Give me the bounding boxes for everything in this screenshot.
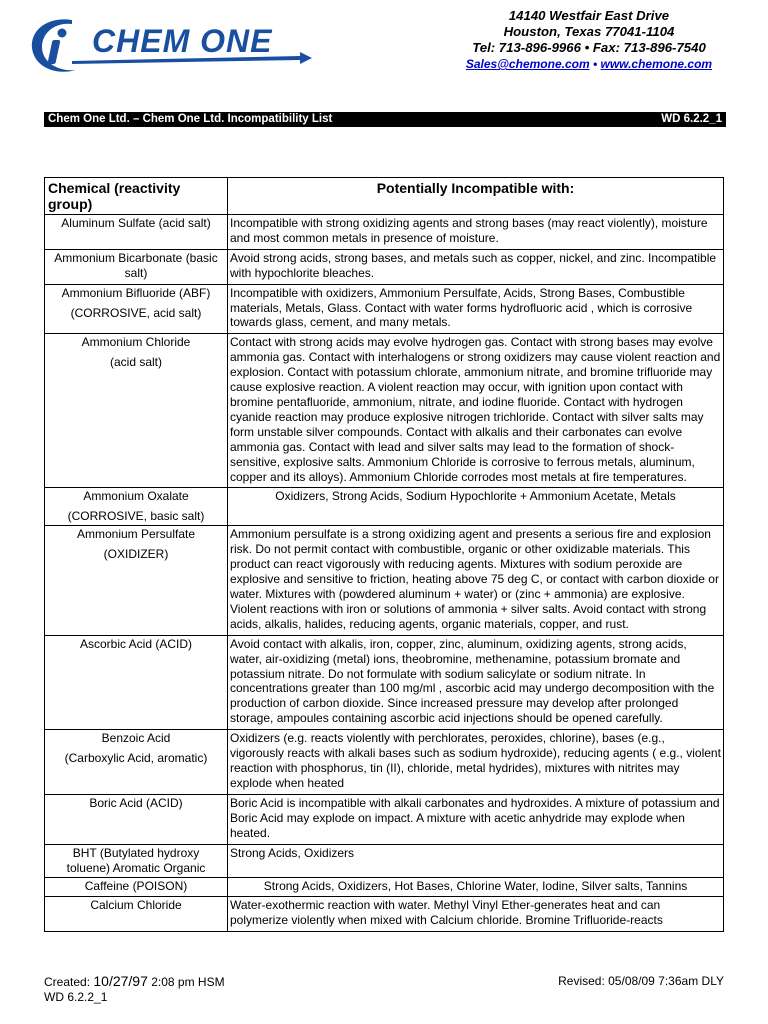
table-row — [45, 284, 724, 334]
chemical-name-line: Ascorbic Acid (ACID) — [79, 636, 193, 651]
chemical-name-line: Caffeine (POISON) — [84, 878, 188, 893]
incompatible-cell: Oxidizers, Strong Acids, Sodium Hypochlorite + Ammonium Acetate, Metals — [228, 488, 724, 526]
table-row — [45, 897, 724, 932]
chemical-cell — [45, 488, 228, 526]
contact-separator: • — [592, 57, 598, 71]
table-header-row — [45, 178, 724, 215]
email-link[interactable]: Sales@chemone.com — [465, 57, 590, 71]
footer-dates — [44, 974, 724, 989]
chemical-name-line: Aluminum Sulfate (acid salt) — [61, 216, 211, 230]
table-row — [45, 526, 724, 635]
chemical-cell — [45, 215, 228, 250]
chemical-name-line: BHT (Butylated hydroxy — [72, 845, 200, 860]
incompatible-cell: Boric Acid is incompatible with alkali carbonates and hydroxides. A mixture of potassium and Boric Acid may explode on impact. A mixture with acetic anhydride may explode when heated. — [228, 794, 724, 844]
document-title: Chem One Ltd. – Chem One Ltd. Incompatibility List — [48, 113, 333, 125]
table-row — [45, 877, 724, 897]
chemical-cell — [45, 730, 228, 795]
incompatible-cell: Ammonium persulfate is a strong oxidizing agent and presents a serious fire and explosion risk. Do not permit contact with combustible, organic or other oxidizable materials. This product can react vigorously with reducing agents. Mixtures with sodium peroxide are explosive and sensitive to friction, heating above 75 deg C, or contact with carbon dioxide or water. Mixtures with (powdered aluminum + water) or (zinc + ammonia) are explosive. Violent reactions with iron or solutions of ammonia + silver salts. Avoid contact with strong acids, alkalis, halides, reducing agents, organic materials, copper, and rust. — [228, 526, 724, 635]
chemical-name-line: (OXIDIZER) — [103, 547, 169, 562]
incompatible-cell: Avoid contact with alkalis, iron, copper, zinc, aluminum, oxidizing agents, strong acids, water, air-oxidizing (metal) ions, theobromine, methenamine, potassium bromate and potassium nitrate. Do not formulate with sodium salicylate or sodium nitrate. In concentrations greater than 100 mg/ml , ascorbic acid may undergo decomposition with the production of carbon dioxide. Since increased pressure may develop after prolonged storage, ampoules containing ascorbic acid injections should be opened carefully. — [228, 635, 724, 729]
column-header-incompatible: Potentially Incompatible with: — [228, 178, 724, 215]
website-link[interactable]: www.chemone.com — [600, 57, 713, 71]
incompatible-cell: Incompatible with oxidizers, Ammonium Persulfate, Acids, Strong Bases, Combustible materials, Metals, Glass. Contact with water forms hydrofluoric acid , which is corrosive towards glass, cement, and many metals. — [228, 284, 724, 334]
table-row — [45, 334, 724, 488]
incompatible-cell: Incompatible with strong oxidizing agents and strong bases (may react violently), moisture and most common metals in presence of moisture. — [228, 215, 724, 250]
chemical-cell — [45, 635, 228, 729]
table-body — [45, 215, 724, 932]
table-row — [45, 844, 724, 877]
created-date: 10/27/97 — [93, 973, 148, 989]
table-row — [45, 488, 724, 526]
chemical-cell — [45, 794, 228, 844]
chemical-cell — [45, 334, 228, 488]
company-logo — [28, 14, 318, 76]
chemical-cell — [45, 249, 228, 284]
incompatible-cell: Water-exothermic reaction with water. Methyl Vinyl Ether-generates heat and can polymerize violently when mixed with Calcium chloride. Bromine Trifluoride-reacts — [228, 897, 724, 932]
address-phone: Tel: 713-896-9966 • Fax: 713-896-7540 — [472, 40, 706, 55]
incompatible-cell: Contact with strong acids may evolve hydrogen gas. Contact with strong bases may evolve ammonia gas. Contact with interhalogens or strong oxidizers may cause violent reaction and explosion. Contact with potassium chlorate, ammonium nitrate, and bromine trifluoride may cause explosive reaction. A violent reaction may occur, with ignition upon contact with bromine pentafluoride, ammonium, nitrate, and iodine fluoride. Contact with hydrogen cyanide reaction may produce explosive nitrogen trichloride. Contact with silver salts may form unstable silver compounds. Contact with alkalis and their carbonates can evolve ammonia gas. Contact with lead and silver salts may lead to the formation of shock-sensitive, explosive salts. Ammonium Chloride is corrosive to ferrous metals, aluminum, copper and its alloys). Ammonium Chloride corrodes most metals at fire temperatures. — [228, 334, 724, 488]
chemical-name-line: (acid salt) — [109, 355, 162, 370]
column-header-chemical: Chemical (reactivity group) — [45, 178, 228, 215]
logo-text: CHEM ONE — [92, 23, 273, 59]
chemical-name-line: Boric Acid (ACID) — [89, 795, 183, 810]
chemical-name-line: (Carboxylic Acid, aromatic) — [64, 751, 208, 766]
address-contact — [410, 56, 768, 72]
incompatible-cell: Strong Acids, Oxidizers — [228, 844, 724, 877]
table-row — [45, 730, 724, 795]
chemical-cell — [45, 844, 228, 877]
document-id: WD 6.2.2_1 — [661, 113, 722, 125]
footer-created — [44, 974, 225, 989]
chemical-name-line: Ammonium Bicarbonate (basic salt) — [54, 250, 218, 280]
company-address — [410, 8, 768, 72]
footer-doc-id: WD 6.2.2_1 — [44, 990, 108, 1004]
chemical-name-line: Benzoic Acid — [101, 731, 171, 746]
created-time: 2:08 pm HSM — [151, 975, 225, 989]
table-row — [45, 249, 724, 284]
chemical-cell — [45, 526, 228, 635]
chemical-cell — [45, 284, 228, 334]
chem-one-logo-icon — [28, 14, 318, 76]
incompatible-cell: Avoid strong acids, strong bases, and metals such as copper, nickel, and zinc. Incompatible with hypochlorite bleaches. — [228, 249, 724, 284]
incompatible-cell: Oxidizers (e.g. reacts violently with perchlorates, peroxides, chlorine), bases (e.g., vigorously reacts with alkali bases such as sodium hydroxide), reducing agents ( e.g., violent reaction with phosphorus, tin (II), chloride, metal hydrides), mixtures with nitrites may explode when heated — [228, 730, 724, 795]
table-row — [45, 635, 724, 729]
chemical-name-line: Calcium Chloride — [90, 898, 182, 913]
address-street: 14140 Westfair East Drive — [508, 8, 670, 23]
chemical-name-line: Ammonium Chloride — [81, 335, 191, 350]
chemical-name-line: (CORROSIVE, basic salt) — [67, 509, 205, 524]
footer-revised: Revised: 05/08/09 7:36am DLY — [558, 974, 724, 988]
created-label: Created: — [44, 975, 91, 989]
document-title-bar — [44, 112, 726, 127]
chemical-name-line: Ammonium Bifluoride (ABF) — [61, 285, 211, 300]
chemical-name-line: Ammonium Persulfate — [76, 527, 196, 542]
table-row — [45, 215, 724, 250]
address-city: Houston, Texas 77041-1104 — [503, 24, 675, 39]
incompatibility-table — [44, 177, 724, 932]
chemical-name-line: toluene) Aromatic Organic — [66, 860, 206, 875]
chemical-name-line: (CORROSIVE, acid salt) — [70, 305, 202, 320]
chemical-name-line: Ammonium Oxalate — [83, 489, 189, 504]
table-row — [45, 794, 724, 844]
incompatible-cell: Strong Acids, Oxidizers, Hot Bases, Chlorine Water, Iodine, Silver salts, Tannins — [228, 877, 724, 897]
chemical-cell — [45, 897, 228, 932]
chemical-cell — [45, 877, 228, 897]
